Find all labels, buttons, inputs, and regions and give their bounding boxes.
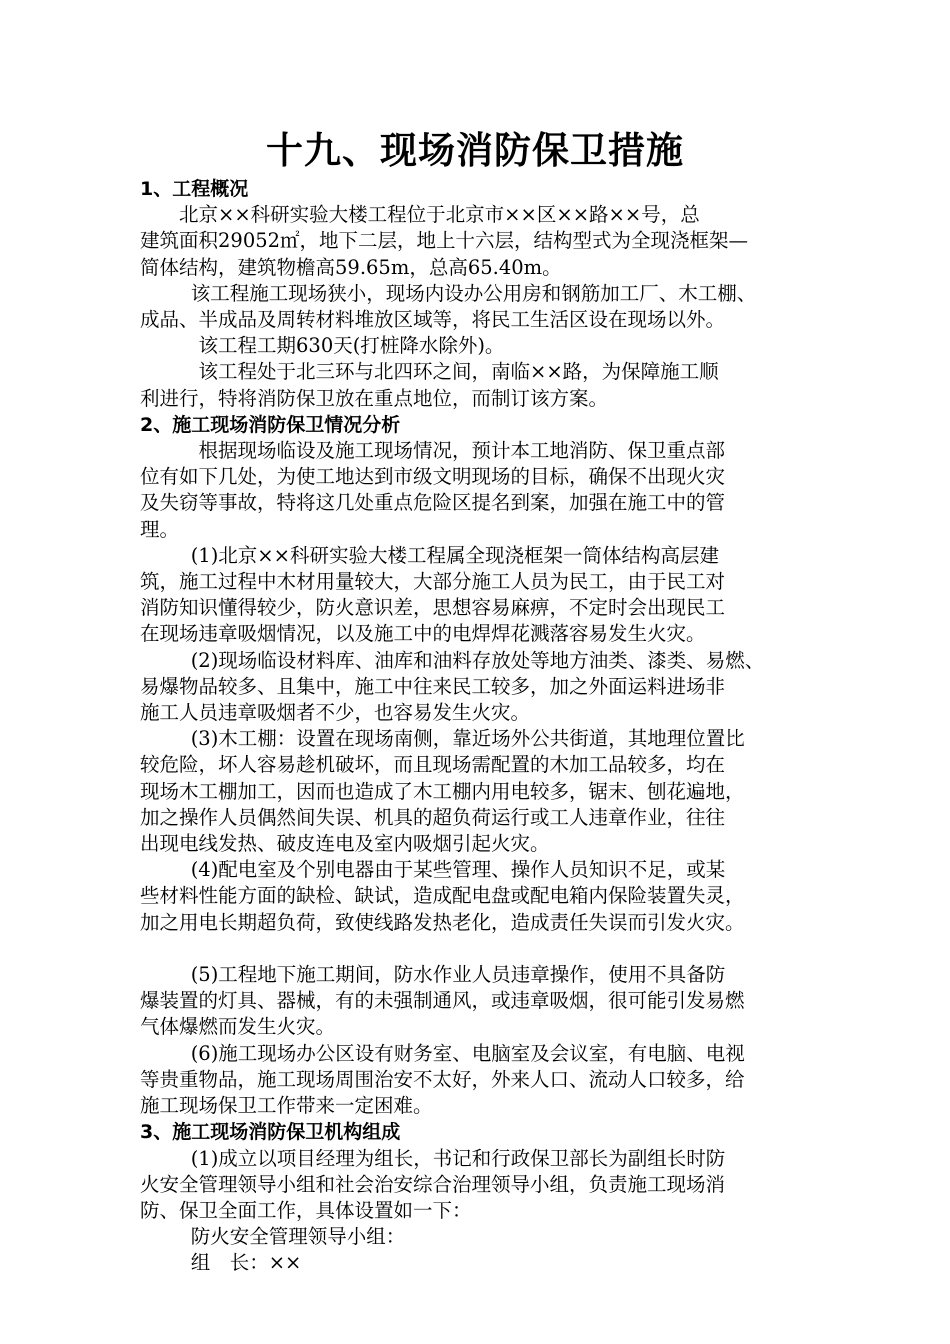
text-line: 该工程施工现场狭小，现场内设办公用房和钢筋加工厂、木工棚、	[190, 281, 757, 305]
text-line: 出现电线发热、破皮连电及室内吸烟引起火灾。	[140, 832, 550, 856]
section-heading: 3、施工现场消防保卫机构组成	[140, 1121, 401, 1144]
page-title: 十九、现场消防保卫措施	[266, 129, 684, 172]
text-line: 火安全管理领导小组和社会治安综合治理领导小组，负责施工现场消	[140, 1172, 726, 1196]
text-line: 较危险，坏人容易趁机破坏，而且现场需配置的木加工品较多，均在	[140, 753, 726, 777]
paragraph	[140, 1250, 828, 1276]
text-line: 加之用电长期超负荷，致使线路发热老化，造成责任失误而引发火灾。	[140, 910, 745, 934]
paragraph	[140, 648, 828, 727]
text-line: 北京××科研实验大楼工程位于北京市××区××路××号，总	[179, 203, 700, 227]
blank-line	[140, 936, 828, 962]
text-line: 等贵重物品，施工现场周围治安不太好，外来人口、流动人口较多，给	[140, 1067, 745, 1091]
text-line: 筑，施工过程中木材用量较大，大部分施工人员为民工，由于民工对	[140, 570, 726, 594]
text-line: (4)配电室及个别电器由于某些管理、操作人员知识不足，或某	[190, 858, 726, 882]
text-line: 该工程处于北三环与北四环之间，南临××路，为保障施工顺	[198, 360, 719, 384]
text-line: 该工程工期630天(打桩降水除外)。	[198, 334, 505, 358]
paragraph	[140, 543, 828, 648]
text-line: 组 长：××	[190, 1251, 302, 1275]
section-heading: 1、工程概况	[140, 178, 249, 200]
text-line: 及失窃等事故，特将这几处重点危险区提名到案，加强在施工中的管	[140, 491, 726, 515]
text-line: 利进行，特将消防保卫放在重点地位，而制订该方案。	[140, 386, 609, 410]
text-line: 气体爆燃而发生火灾。	[140, 1015, 336, 1039]
text-line: 建筑面积29052㎡，地下二层，地上十六层，结构型式为全现浇框架—	[140, 229, 749, 253]
paragraph	[140, 1224, 828, 1250]
paragraph	[140, 1146, 828, 1225]
section-heading: 2、施工现场消防保卫情况分析	[140, 413, 401, 436]
text-line: 消防知识懂得较少，防火意识差，思想容易麻痹，不定时会出现民工	[140, 596, 726, 620]
text-line: 些材料性能方面的缺检、缺试，造成配电盘或配电箱内保险装置失灵，	[140, 884, 745, 908]
text-line: 在现场违章吸烟情况，以及施工中的电焊焊花溅落容易发生火灾。	[140, 622, 706, 646]
paragraph	[140, 202, 828, 281]
paragraph	[140, 438, 828, 543]
text-line: 施工现场保卫工作带来一定困难。	[140, 1094, 433, 1118]
text-line: (5)工程地下施工期间，防水作业人员违章操作，使用不具备防	[190, 963, 726, 987]
paragraph	[140, 857, 828, 936]
text-line: 易爆物品较多、且集中，施工中往来民工较多，加之外面运料进场非	[140, 674, 726, 698]
paragraph	[140, 1041, 828, 1120]
text-line: (6)施工现场办公区设有财务室、电脑室及会议室，有电脑、电视	[190, 1041, 745, 1065]
text-line: 加之操作人员偶然间失误、机具的超负荷运行或工人违章作业，往往	[140, 805, 726, 829]
text-line: 成品、半成品及周转材料堆放区域等，将民工生活区设在现场以外。	[140, 308, 726, 332]
paragraph	[140, 281, 828, 333]
text-line: 根据现场临设及施工现场情况，预计本工地消防、保卫重点部	[198, 439, 726, 463]
text-line: (1)北京××科研实验大楼工程属全现浇框架一筒体结构高层建	[190, 543, 719, 567]
text-line: (1)成立以项目经理为组长，书记和行政保卫部长为副组长时防	[190, 1146, 726, 1170]
text-line: 防火安全管理领导小组：	[190, 1225, 406, 1249]
document-body	[140, 176, 828, 1277]
paragraph	[140, 359, 828, 411]
paragraph	[140, 962, 828, 1041]
text-line: (2)现场临设材料库、油库和油料存放处等地方油类、漆类、易燃、	[190, 648, 765, 672]
text-line: 位有如下几处，为使工地达到市级文明现场的目标，确保不出现火灾	[140, 465, 726, 489]
paragraph	[140, 333, 828, 359]
paragraph	[140, 726, 828, 857]
text-line: (3)木工棚：设置在现场南侧，靠近场外公共街道，其地理位置比	[190, 727, 745, 751]
text-line: 施工人员违章吸烟者不少，也容易发生火灾。	[140, 701, 531, 725]
text-line: 防、保卫全面工作，具体设置如一下：	[140, 1198, 472, 1222]
text-line: 爆装置的灯具、器械，有的未强制通风，或违章吸烟，很可能引发易燃	[140, 989, 745, 1013]
text-line: 现场木工棚加工，因而也造成了木工棚内用电较多，锯末、刨花遍地，	[140, 779, 745, 803]
text-line: 理。	[140, 517, 180, 541]
text-line: 简体结构，建筑物檐高59.65m，总高65.40m。	[140, 255, 562, 279]
